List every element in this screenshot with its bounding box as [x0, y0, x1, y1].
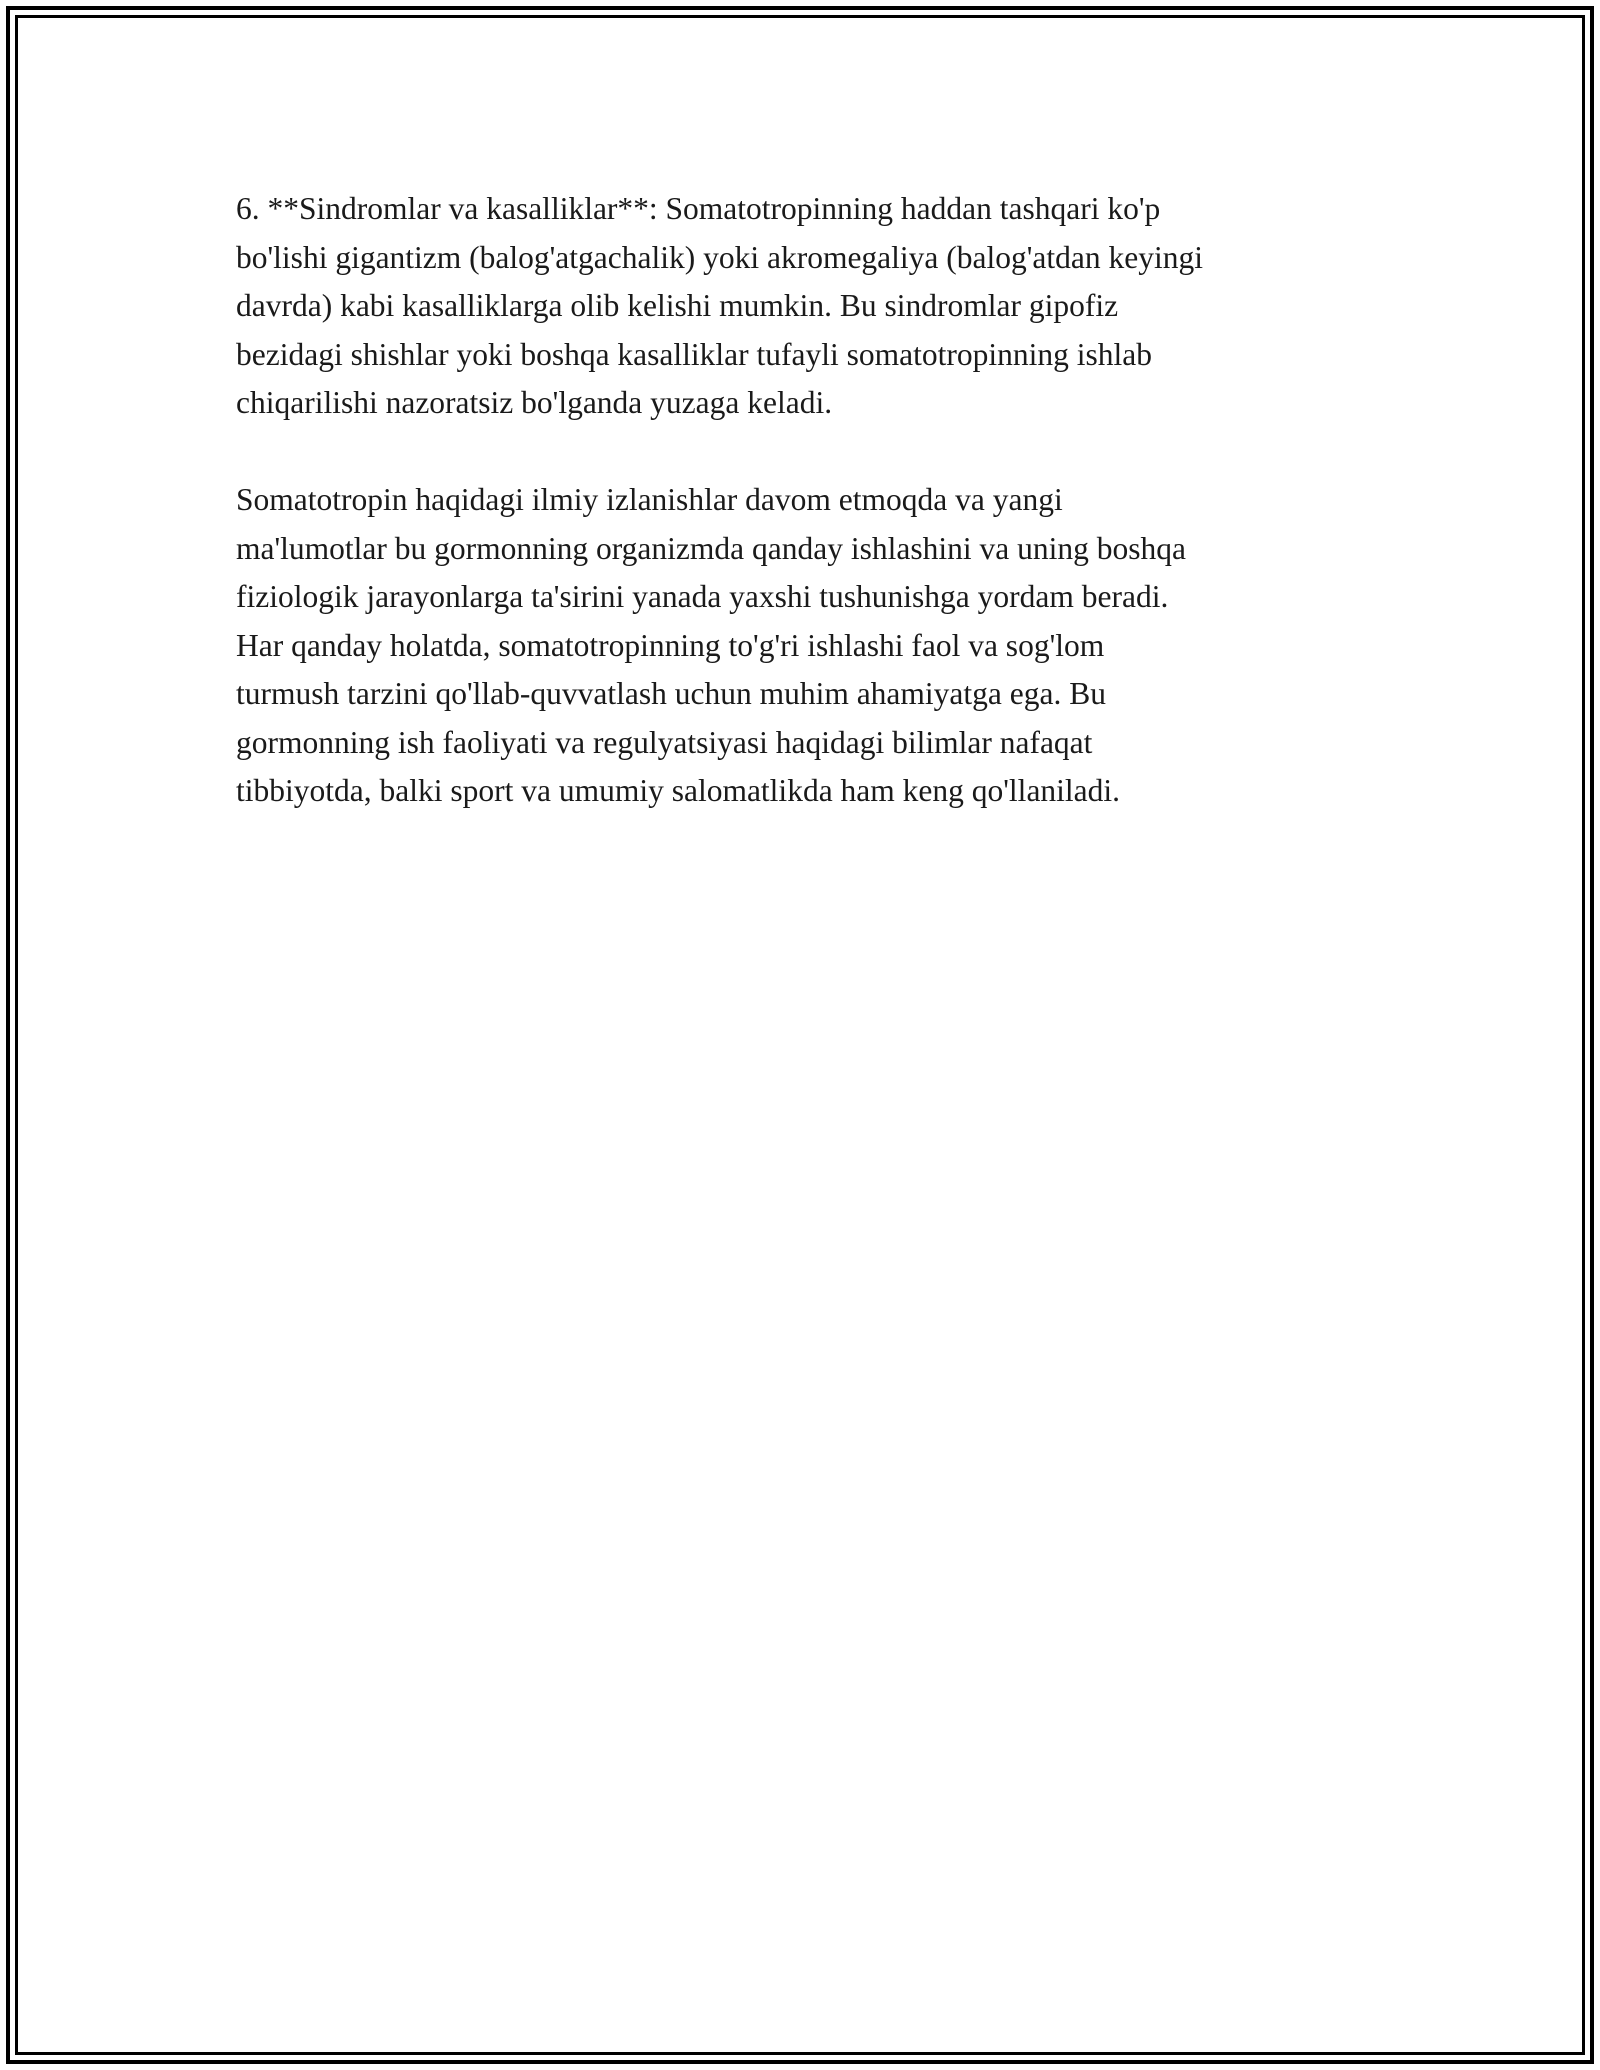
text-line: 6. **Sindromlar va kasalliklar**: Somatotropinning haddan tashqari ko'p [236, 191, 1161, 226]
document-body [236, 185, 1376, 816]
paragraph-conclusion [236, 476, 1376, 816]
text-line: gormonning ish faoliyati va regulyatsiyasi haqidagi bilimlar nafaqat [236, 724, 1093, 760]
text-line: Somatotropin haqidagi ilmiy izlanishlar davom etmoqda va yangi [236, 482, 1063, 517]
text-line: Har qanday holatda, somatotropinning to'g'ri ishlashi faol va sog'lom [236, 627, 1105, 663]
text-line: fiziologik jarayonlarga ta'sirini yanada yaxshi tushunishga yordam beradi. [236, 579, 1169, 614]
text-line: tibbiyotda, balki sport va umumiy salomatlikda ham keng qo'llaniladi. [236, 773, 1121, 808]
text-line: chiqarilishi nazoratsiz bo'lganda yuzaga keladi. [236, 385, 833, 420]
text-line: davrda) kabi kasalliklarga olib kelishi mumkin. Bu sindromlar gipofiz [236, 288, 1119, 323]
text-line: bezidagi shishlar yoki boshqa kasalliklar tufayli somatotropinning ishlab [236, 336, 1152, 372]
text-line: turmush tarzini qo'llab-quvvatlash uchun muhim ahamiyatga ega. Bu [236, 676, 1106, 711]
text-line: ma'lumotlar bu gormonning organizmda qanday ishlashini va uning boshqa [236, 530, 1186, 566]
paragraph-syndromes [236, 185, 1376, 428]
text-line: bo'lishi gigantizm (balog'atgachalik) yoki akromegaliya (balog'atdan keyingi [236, 239, 1203, 275]
